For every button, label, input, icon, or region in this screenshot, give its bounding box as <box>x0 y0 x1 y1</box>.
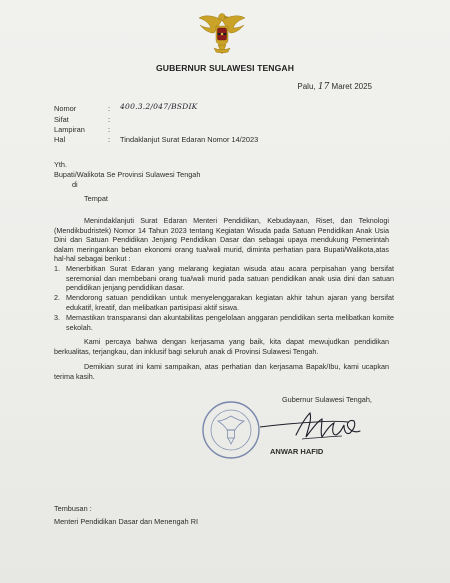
signature-block <box>200 395 380 475</box>
list-item <box>54 313 394 332</box>
recipient-di: di <box>72 180 78 189</box>
garuda-emblem-icon <box>197 8 247 58</box>
meta-nomor <box>54 104 354 114</box>
date-month-year: Maret 2025 <box>331 82 372 91</box>
hal-value: Tindaklanjut Surat Edaran Nomor 14/2023 <box>120 135 259 144</box>
signatory-title: Gubernur Sulawesi Tengah, <box>282 395 372 404</box>
official-stamp-icon <box>200 399 262 461</box>
nomor-colon: : <box>108 104 111 113</box>
letter-date <box>297 82 372 92</box>
hal-colon: : <box>108 135 111 144</box>
meta-hal <box>54 135 354 145</box>
list-item-number: 1. <box>54 264 60 273</box>
recipient-to: Bupati/Walikota Se Provinsi Sulawesi Tengah <box>54 170 201 179</box>
list-item <box>54 293 394 312</box>
recipient-yth: Yth. <box>54 160 67 169</box>
lampiran-label: Lampiran <box>54 125 85 134</box>
body-paragraph-intro: Menindaklanjuti Surat Edaran Menteri Pendidikan, Kebudayaan, Riset, dan Teknologi (Mendikbudristek) Nomor 14 Tahun 2023 tentang Kegiatan Wisuda pada Satuan Pendidikan Anak Usia Dini dan Satuan Pendidikan Jenjang Pendidikan Dasar dan sebagai upaya mendukung Pemerintah dalam meringankan beban ekonomi orang tua/wali murid, diminta perhatian para Bupati/Walikota,atas hal-hal sebagai berikut : <box>54 216 389 264</box>
date-city: Palu, <box>297 82 316 91</box>
meta-sifat <box>54 115 354 125</box>
list-item <box>54 264 394 293</box>
nomor-label: Nomor <box>54 104 77 113</box>
list-item-number: 2. <box>54 293 60 303</box>
meta-lampiran <box>54 125 354 135</box>
sifat-label: Sifat <box>54 115 69 124</box>
date-day: 17 <box>317 82 330 92</box>
body-instruction-list <box>54 264 394 333</box>
list-item-text: Mendorong satuan pendidikan untuk menyelenggarakan kegiatan akhir tahun ajaran yang bersifat edukatif, kreatif, dan melibatkan partisipasi aktif siswa. <box>66 293 394 312</box>
cc-label: Tembusan : <box>54 504 92 513</box>
sifat-colon: : <box>108 115 111 124</box>
hal-label: Hal <box>54 135 66 144</box>
list-item-number: 3. <box>54 312 60 322</box>
cc-recipient: Menteri Pendidikan Dasar dan Menengah RI <box>54 517 198 526</box>
handwritten-signature-icon <box>256 405 366 445</box>
recipient-tempat: Tempat <box>84 194 108 203</box>
letterhead-title: GUBERNUR SULAWESI TENGAH <box>156 63 294 73</box>
list-item-text: Memastikan transparansi dan akuntabilitas pengelolaan anggaran pendidikan serta melibatkan komite sekolah. <box>66 312 394 332</box>
lampiran-colon: : <box>108 125 111 134</box>
list-item-text: Menerbitkan Surat Edaran yang melarang kegiatan wisuda atau acara perpisahan yang bersifat seremonial dan membebani orang tua/wali murid pada satuan pendidikan anak usia dini dan satuan pendidikan jenjang pendidikan dasar. <box>66 264 394 293</box>
nomor-value: 400.3.2/047/BSDIK <box>120 102 198 111</box>
body-paragraph-thanks: Demikian surat ini kami sampaikan, atas perhatian dan kerjasama Bapak/Ibu, kami ucapkan terima kasih. <box>54 362 389 381</box>
body-paragraph-closing: Kami percaya bahwa dengan kerjasama yang baik, kita dapat mewujudkan pendidikan berkualitas, terjangkau, dan inklusif bagi seluruh anak di Provinsi Sulawesi Tengah. <box>54 337 389 356</box>
signatory-name: ANWAR HAFID <box>270 447 324 456</box>
